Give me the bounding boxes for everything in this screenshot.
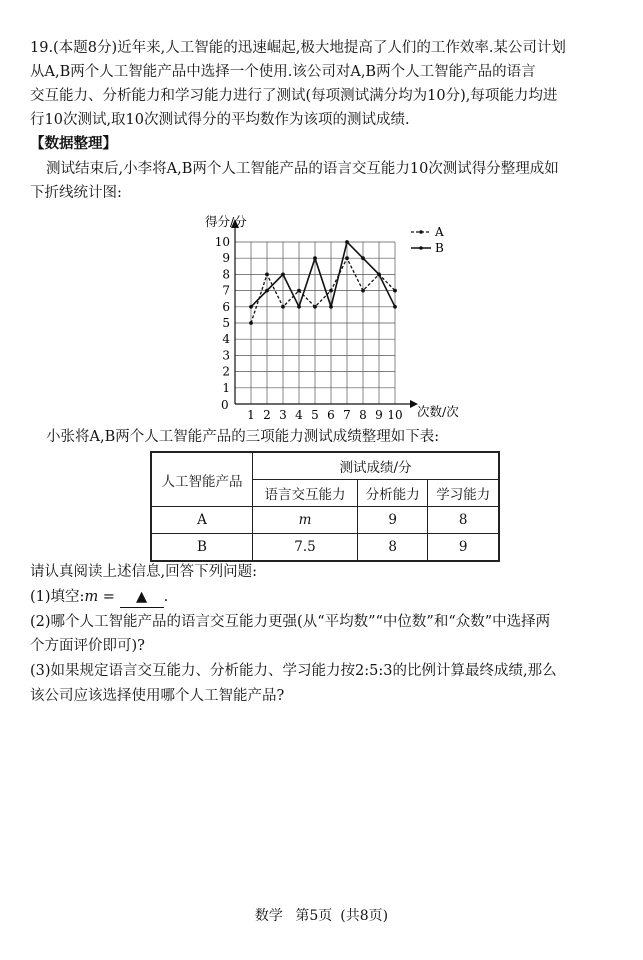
column-header: 语言交互能力: [253, 480, 358, 507]
table-row: [151, 534, 499, 562]
x-tick-label: 4: [295, 408, 303, 422]
y-tick-label: 8: [222, 267, 230, 282]
question-3-line-2: 该公司应该选择使用哪个人工智能产品?: [30, 688, 285, 704]
data-point-b: [329, 305, 333, 309]
chart-description-1: 测试结束后,小李将A,B两个人工智能产品的语言交互能力10次测试得分整理成如: [46, 161, 559, 177]
data-point-a: [249, 321, 253, 325]
chart-series: [249, 240, 397, 325]
data-point-b: [345, 240, 349, 244]
data-point-b: [265, 289, 269, 293]
column-header: 分析能力: [358, 480, 428, 507]
score-cell: m: [253, 507, 358, 534]
problem-line-4: 行10次测试,取10次测试得分的平均数作为该项的测试成绩.: [30, 112, 410, 128]
data-point-b: [377, 273, 381, 277]
section-title: 【数据整理】: [30, 135, 117, 152]
data-point-a: [281, 305, 285, 309]
column-header: 学习能力: [428, 480, 499, 507]
y-axis-label: 得分/分: [205, 214, 247, 229]
footer-page: 第5页: [295, 908, 333, 924]
q1-prefix: (1)填空:: [30, 589, 85, 605]
data-point-a: [393, 289, 397, 293]
question-2-line-2: 个方面评价即可)?: [30, 638, 145, 654]
x-tick-label: 1: [247, 408, 255, 422]
y-tick-label: 6: [222, 299, 230, 314]
product-cell: A: [151, 507, 253, 534]
problem-line-2: 从A,B两个人工智能产品中选择一个使用.该公司对A,B两个人工智能产品的语言: [30, 64, 536, 80]
score-cell: 8: [428, 507, 499, 534]
x-tick-label: 5: [311, 408, 319, 422]
q1-suffix: .: [163, 589, 169, 605]
score-cell: 7.5: [253, 534, 358, 562]
y-tick-label: 7: [222, 283, 230, 298]
y-tick-label: 10: [214, 235, 230, 249]
y-tick-labels: [215, 235, 231, 395]
score-cell: 9: [428, 534, 499, 562]
score-cell: 9: [358, 507, 428, 534]
corner-header: 人工智能产品: [151, 452, 253, 507]
x-tick-label: 3: [279, 408, 287, 422]
y-tick-label: 9: [222, 251, 230, 266]
data-point-a: [345, 256, 349, 260]
group-header: 测试成绩/分: [253, 452, 500, 480]
y-tick-label: 4: [222, 332, 230, 347]
origin-label: 0: [221, 398, 229, 412]
question-2-line-1: (2)哪个人工智能产品的语言交互能力更强(从“平均数”“中位数”和“众数”中选择两: [30, 614, 551, 630]
page-footer: [0, 905, 643, 925]
footer-subject: 数学: [254, 908, 283, 924]
x-tick-label: 6: [327, 408, 335, 422]
answer-blank: ▲: [120, 587, 164, 608]
legend-label-b: B: [435, 241, 444, 255]
question-1: [30, 587, 168, 608]
x-tick-labels: [247, 408, 402, 422]
problem-line-3: 交互能力、分析能力和学习能力进行了测试(每项测试满分均为10分),每项能力均进: [30, 88, 558, 104]
data-point-a: [265, 273, 269, 277]
x-axis-label: 次数/次: [417, 404, 459, 419]
data-point-b: [281, 273, 285, 277]
data-point-b: [361, 256, 365, 260]
problem-line-1: 19.(本题8分)近年来,人工智能的迅速崛起,极大地提高了人们的工作效率.某公司计划: [30, 40, 566, 56]
line-chart: [205, 208, 465, 428]
x-tick-label: 2: [263, 408, 271, 422]
x-tick-label: 8: [359, 408, 367, 422]
x-tick-label: 10: [387, 408, 403, 422]
y-tick-label: 5: [222, 316, 230, 330]
data-point-a: [329, 289, 333, 293]
chart-legend: [411, 225, 444, 255]
data-point-a: [361, 289, 365, 293]
table-row: [151, 507, 499, 534]
data-point-b: [393, 305, 397, 309]
y-tick-label: 1: [222, 380, 230, 395]
question-3-line-1: (3)如果规定语言交互能力、分析能力、学习能力按2:5:3的比例计算最终成绩,那么: [30, 663, 557, 679]
chart-description-2: 下折线统计图:: [30, 185, 122, 201]
y-tick-label: 3: [222, 348, 230, 363]
score-cell: 8: [358, 534, 428, 562]
data-point-b: [297, 305, 301, 309]
q1-equals: =: [98, 589, 120, 605]
score-table: [150, 451, 500, 562]
q1-variable: m: [84, 589, 99, 605]
x-tick-label: 7: [343, 408, 351, 422]
data-point-a: [297, 289, 301, 293]
data-point-a: [313, 305, 317, 309]
footer-total: (共8页): [340, 908, 389, 924]
data-point-b: [249, 305, 253, 309]
product-cell: B: [151, 534, 253, 562]
x-tick-label: 9: [375, 408, 383, 422]
legend-label-a: A: [435, 225, 444, 239]
chart-axes: [231, 219, 418, 408]
data-point-b: [313, 256, 317, 260]
y-tick-label: 2: [222, 364, 230, 379]
table-intro: 小张将A,B两个人工智能产品的三项能力测试成绩整理如下表:: [46, 429, 440, 445]
read-prompt: 请认真阅读上述信息,回答下列问题:: [30, 564, 257, 580]
